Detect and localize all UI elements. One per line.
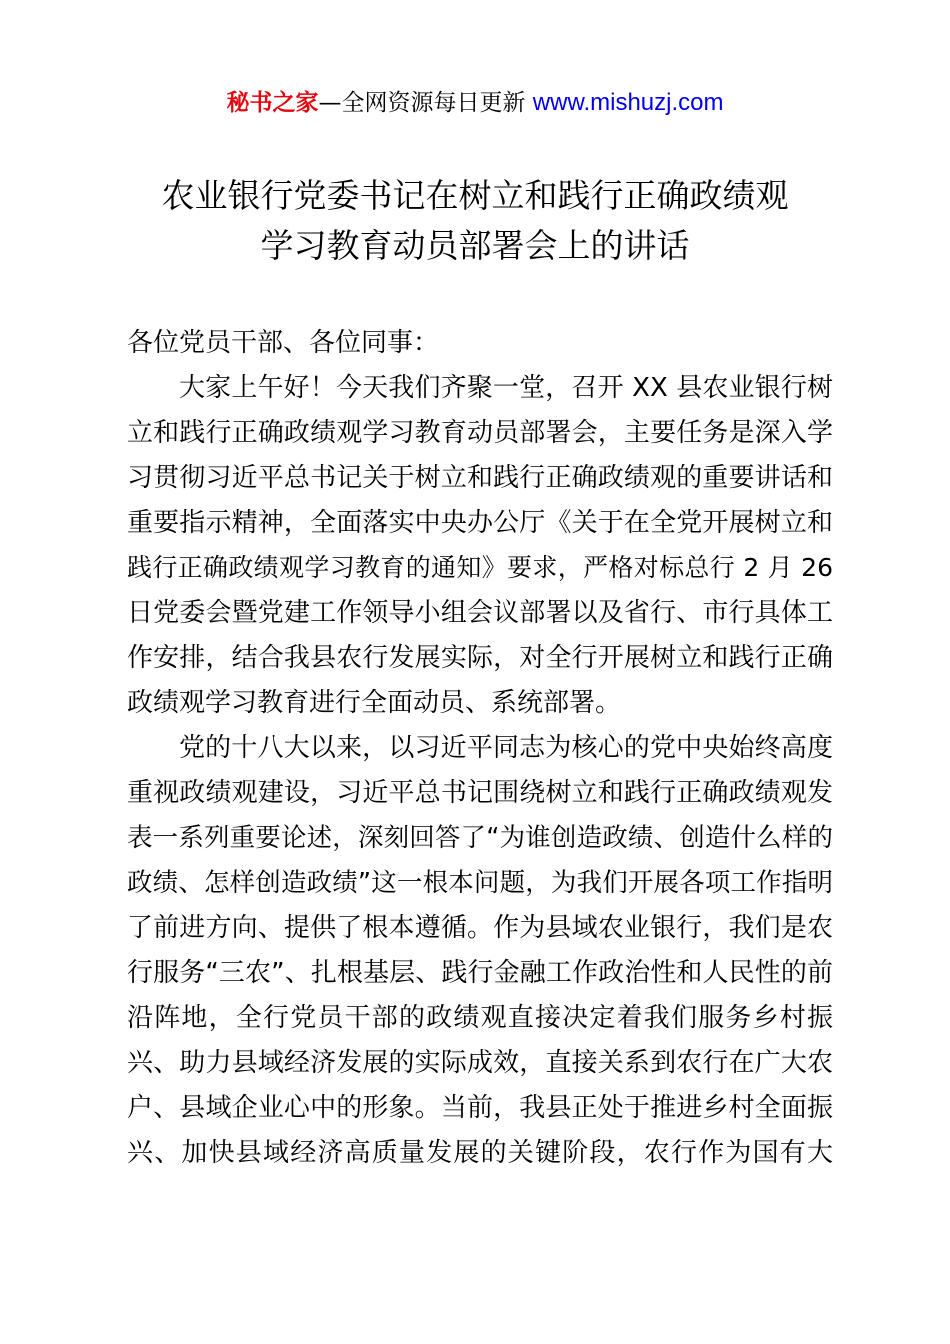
paragraph-1-line: 作安排，结合我县农行发展实际，对全行开展树立和践行正确: [127, 643, 833, 673]
site-header: [0, 86, 950, 120]
paragraph-2-line: 兴、助力县域经济发展的实际成效，直接关系到农行在广大农: [127, 1048, 833, 1078]
document-title-line-2: 学习教育动员部署会上的讲话: [260, 226, 690, 265]
paragraph-2-line: 了前进方向、提供了根本遵循。作为县域农业银行，我们是农: [127, 913, 833, 943]
brand-name: 秘书之家: [226, 90, 319, 116]
paragraph-2-line: 兴、加快县域经济高质量发展的关键阶段，农行作为国有大: [127, 1138, 833, 1168]
paragraph-2-line: 行服务“三农”、扎根基层、践行金融工作政治性和人民性的前: [127, 958, 833, 988]
paragraph-1-line: 政绩观学习教育进行全面动员、系统部署。: [127, 688, 622, 718]
paragraph-2-line: 党的十八大以来，以习近平同志为核心的党中央始终高度: [179, 733, 833, 763]
paragraph-2-line: 政绩、怎样创造政绩”这一根本问题，为我们开展各项工作指明: [127, 868, 833, 898]
header-slogan: —全网资源每日更新: [318, 90, 526, 116]
site-url-link[interactable]: www.mishuzj.com: [532, 89, 724, 116]
document-title-line-1: 农业银行党委书记在树立和践行正确政绩观: [161, 176, 789, 215]
paragraph-1-line: 日党委会暨党建工作领导小组会议部署以及省行、市行具体工: [127, 598, 833, 628]
paragraph-2-line: 户、县域企业心中的形象。当前，我县正处于推进乡村全面振: [127, 1093, 833, 1123]
paragraph-1-line: 大家上午好！今天我们齐聚一堂，召开 XX 县农业银行树: [179, 373, 833, 403]
paragraph-1-line: 立和践行正确政绩观学习教育动员部署会，主要任务是深入学: [127, 418, 833, 448]
paragraph-1-line: 习贯彻习近平总书记关于树立和践行正确政绩观的重要讲话和: [127, 463, 833, 493]
paragraph-2-line: 表一系列重要论述，深刻回答了“为谁创造政绩、创造什么样的: [127, 823, 833, 853]
paragraph-2-line: 沿阵地，全行党员干部的政绩观直接决定着我们服务乡村振: [127, 1003, 833, 1033]
salutation: 各位党员干部、各位同事：: [127, 328, 440, 358]
paragraph-1-line: 重要指示精神，全面落实中央办公厅《关于在全党开展树立和: [127, 508, 833, 538]
paragraph-1-line: 践行正确政绩观学习教育的通知》要求，严格对标总行 2 月 26: [127, 553, 833, 582]
paragraph-2-line: 重视政绩观建设，习近平总书记围绕树立和践行正确政绩观发: [127, 778, 833, 808]
